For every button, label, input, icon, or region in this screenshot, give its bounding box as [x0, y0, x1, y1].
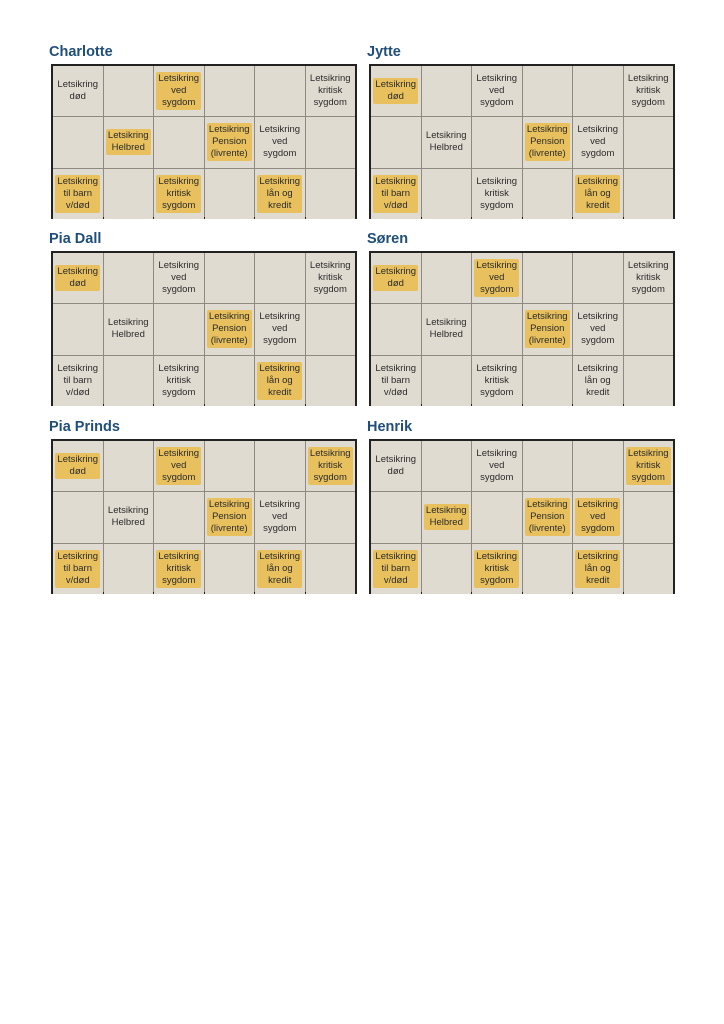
coverage-label: Letsikring Helbred: [425, 130, 467, 154]
person-name: Pia Dall: [49, 231, 102, 247]
coverage-label: Letsikring ved sygdom: [259, 124, 301, 160]
grid-cell: [154, 169, 204, 219]
coverage-card: [369, 417, 675, 594]
grid-cell: [53, 441, 103, 491]
grid-cell: [573, 117, 623, 167]
coverage-label: Letsikring Pension (livrente): [526, 311, 568, 347]
grid-cell: [472, 356, 522, 406]
coverage-grid: [369, 64, 675, 219]
grid-cell: [523, 304, 573, 354]
coverage-label: Letsikring ved sygdom: [158, 448, 200, 484]
person-name: Jytte: [367, 44, 401, 60]
grid-cell: [104, 356, 154, 406]
grid-cell: [53, 66, 103, 116]
grid-cell: [624, 253, 674, 303]
grid-cell: [306, 117, 356, 167]
coverage-grid: [369, 251, 675, 406]
grid-cell: [371, 356, 421, 406]
coverage-label: Letsikring kritisk sygdom: [627, 260, 669, 296]
grid-cell: [371, 117, 421, 167]
grid-cell: [104, 169, 154, 219]
grid-cell: [205, 492, 255, 542]
grid-cell: [371, 304, 421, 354]
grid-cell: [624, 169, 674, 219]
grid-cell: [306, 441, 356, 491]
grid-cell: [472, 441, 522, 491]
coverage-label: Letsikring til barn v/død: [57, 175, 99, 211]
grid-cell: [205, 169, 255, 219]
grid-cell: [422, 544, 472, 594]
grid-cell: [154, 441, 204, 491]
grid-cell: [53, 117, 103, 167]
coverage-label: Letsikring lån og kredit: [577, 550, 619, 586]
grid-cell: [422, 66, 472, 116]
coverage-label: Letsikring Pension (livrente): [208, 311, 250, 347]
grid-cell: [523, 544, 573, 594]
grid-cell: [472, 492, 522, 542]
coverage-label: Letsikring død: [375, 454, 417, 478]
grid-cell: [154, 66, 204, 116]
coverage-grid: [369, 439, 675, 594]
coverage-card: [369, 229, 675, 406]
grid-cell: [104, 544, 154, 594]
grid-cell: [371, 441, 421, 491]
coverage-label: Letsikring død: [57, 79, 99, 103]
coverage-label: Letsikring Helbred: [425, 317, 467, 341]
grid-cell: [255, 492, 305, 542]
coverage-grid: [51, 251, 357, 406]
person-name: Henrik: [367, 419, 413, 435]
grid-cell: [104, 492, 154, 542]
coverage-card: [369, 42, 675, 219]
coverage-label: Letsikring død: [375, 79, 417, 103]
coverage-label: Letsikring lån og kredit: [259, 362, 301, 398]
grid-cell: [573, 304, 623, 354]
coverage-grid: [51, 64, 357, 219]
grid-cell: [53, 304, 103, 354]
grid-cell: [422, 304, 472, 354]
person-name: Søren: [367, 231, 409, 247]
grid-cell: [523, 253, 573, 303]
grid-cell: [573, 169, 623, 219]
coverage-label: Letsikring kritisk sygdom: [309, 260, 351, 296]
coverage-label: Letsikring kritisk sygdom: [476, 362, 518, 398]
coverage-label: Letsikring ved sygdom: [476, 448, 518, 484]
grid-cell: [422, 253, 472, 303]
grid-cell: [205, 66, 255, 116]
grid-cell: [255, 253, 305, 303]
coverage-label: Letsikring kritisk sygdom: [627, 73, 669, 109]
coverage-label: Letsikring Helbred: [107, 505, 149, 529]
grid-cell: [205, 356, 255, 406]
grid-cell: [573, 492, 623, 542]
grid-cell: [205, 304, 255, 354]
coverage-label: Letsikring kritisk sygdom: [158, 362, 200, 398]
grid-cell: [255, 169, 305, 219]
grid-cell: [624, 356, 674, 406]
coverage-label: Letsikring kritisk sygdom: [627, 448, 669, 484]
grid-cell: [255, 66, 305, 116]
coverage-label: Letsikring Pension (livrente): [526, 124, 568, 160]
grid-cell: [53, 169, 103, 219]
coverage-label: Letsikring Helbred: [425, 505, 467, 529]
grid-cell: [205, 253, 255, 303]
coverage-label: Letsikring ved sygdom: [577, 311, 619, 347]
grid-cell: [205, 117, 255, 167]
coverage-label: Letsikring til barn v/død: [375, 362, 417, 398]
grid-cell: [154, 304, 204, 354]
coverage-label: Letsikring kritisk sygdom: [476, 175, 518, 211]
grid-cell: [624, 66, 674, 116]
coverage-label: Letsikring lån og kredit: [259, 550, 301, 586]
grid-cell: [472, 117, 522, 167]
grid-cell: [53, 544, 103, 594]
coverage-label: Letsikring ved sygdom: [259, 311, 301, 347]
coverage-label: Letsikring til barn v/død: [57, 550, 99, 586]
grid-cell: [624, 441, 674, 491]
grid-cell: [523, 117, 573, 167]
grid-cell: [624, 544, 674, 594]
grid-cell: [573, 253, 623, 303]
grid-cell: [104, 117, 154, 167]
grid-cell: [104, 253, 154, 303]
coverage-card: [51, 42, 357, 219]
coverage-label: Letsikring til barn v/død: [57, 362, 99, 398]
coverage-label: Letsikring til barn v/død: [375, 550, 417, 586]
grid-cell: [371, 169, 421, 219]
grid-cell: [523, 356, 573, 406]
grid-cell: [306, 492, 356, 542]
coverage-label: Letsikring kritisk sygdom: [158, 550, 200, 586]
grid-cell: [154, 544, 204, 594]
grid-cell: [624, 117, 674, 167]
grid-cell: [523, 492, 573, 542]
grid-cell: [523, 169, 573, 219]
coverage-label: Letsikring Pension (livrente): [208, 499, 250, 535]
grid-cell: [573, 66, 623, 116]
grid-cell: [573, 544, 623, 594]
coverage-label: Letsikring Pension (livrente): [208, 124, 250, 160]
coverage-grid: [51, 439, 357, 594]
coverage-label: Letsikring død: [57, 266, 99, 290]
grid-cell: [306, 169, 356, 219]
grid-cell: [306, 356, 356, 406]
grid-cell: [306, 253, 356, 303]
coverage-card: [51, 417, 357, 594]
grid-cell: [523, 66, 573, 116]
grid-cell: [104, 441, 154, 491]
coverage-label: Letsikring ved sygdom: [158, 73, 200, 109]
grid-cell: [154, 253, 204, 303]
grid-cell: [104, 66, 154, 116]
grid-cell: [472, 253, 522, 303]
grid-cell: [624, 492, 674, 542]
coverage-label: Letsikring lån og kredit: [577, 175, 619, 211]
coverage-label: Letsikring Helbred: [107, 130, 149, 154]
grid-cell: [371, 253, 421, 303]
grid-cell: [371, 66, 421, 116]
grid-cell: [104, 304, 154, 354]
grid-cell: [154, 492, 204, 542]
grid-cell: [472, 169, 522, 219]
grid-cell: [255, 304, 305, 354]
coverage-label: Letsikring lån og kredit: [577, 362, 619, 398]
coverage-label: Letsikring kritisk sygdom: [476, 550, 518, 586]
grid-cell: [306, 66, 356, 116]
grid-cell: [573, 441, 623, 491]
coverage-label: Letsikring ved sygdom: [577, 124, 619, 160]
grid-cell: [523, 441, 573, 491]
coverage-label: Letsikring ved sygdom: [158, 260, 200, 296]
grid-cell: [306, 544, 356, 594]
coverage-label: Letsikring død: [375, 266, 417, 290]
grid-cell: [255, 117, 305, 167]
grid-cell: [422, 169, 472, 219]
grid-cell: [154, 117, 204, 167]
coverage-label: Letsikring Pension (livrente): [526, 499, 568, 535]
coverage-label: Letsikring ved sygdom: [476, 260, 518, 296]
grid-cell: [422, 117, 472, 167]
coverage-label: Letsikring ved sygdom: [577, 499, 619, 535]
grid-cell: [472, 66, 522, 116]
coverage-label: Letsikring kritisk sygdom: [158, 175, 200, 211]
coverage-label: Letsikring ved sygdom: [259, 499, 301, 535]
grid-cell: [472, 304, 522, 354]
grid-cell: [255, 356, 305, 406]
grid-cell: [205, 544, 255, 594]
grid-cell: [255, 441, 305, 491]
grid-cell: [53, 356, 103, 406]
person-name: Charlotte: [49, 44, 113, 60]
grid-cell: [422, 441, 472, 491]
coverage-label: Letsikring Helbred: [107, 317, 149, 341]
grid-cell: [53, 253, 103, 303]
grid-cell: [306, 304, 356, 354]
coverage-label: Letsikring død: [57, 454, 99, 478]
coverage-label: Letsikring til barn v/død: [375, 175, 417, 211]
grid-cell: [255, 544, 305, 594]
person-name: Pia Prinds: [49, 419, 120, 435]
coverage-label: Letsikring kritisk sygdom: [309, 448, 351, 484]
grid-cell: [53, 492, 103, 542]
grid-cell: [371, 544, 421, 594]
grid-cell: [422, 492, 472, 542]
grid-cell: [573, 356, 623, 406]
coverage-card: [51, 229, 357, 406]
grid-cell: [154, 356, 204, 406]
grid-cell: [422, 356, 472, 406]
coverage-label: Letsikring kritisk sygdom: [309, 73, 351, 109]
coverage-label: Letsikring lån og kredit: [259, 175, 301, 211]
grid-cell: [205, 441, 255, 491]
grid-cell: [371, 492, 421, 542]
coverage-label: Letsikring ved sygdom: [476, 73, 518, 109]
grid-cell: [624, 304, 674, 354]
grid-cell: [472, 544, 522, 594]
